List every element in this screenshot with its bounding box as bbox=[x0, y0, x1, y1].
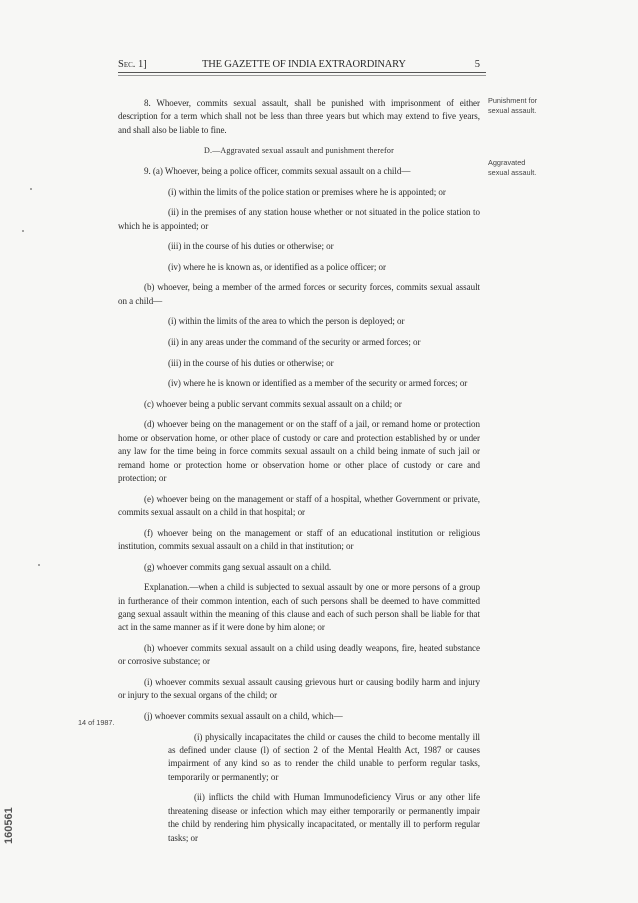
section-9a: 9. (a) Whoever, being a police officer, commits sexual assault on a child— bbox=[144, 166, 411, 176]
clause-i: (i) whoever commits sexual assault causing grievous hurt or causing bodily harm and injury or injury to the sexual organs of the child; or bbox=[118, 676, 480, 701]
margin-note-line: sexual assault. bbox=[488, 167, 537, 177]
margin-note-line: Punishment for bbox=[488, 96, 538, 105]
clause-b-i: (i) within the limits of the area to which the person is deployed; or bbox=[168, 316, 405, 327]
margin-note-line: Aggravated bbox=[488, 158, 526, 167]
side-stamp-number bbox=[3, 788, 15, 848]
clause-h: (h) whoever commits sexual assault on a child using deadly weapons, fire, heated substance or corrosive substance; or bbox=[118, 642, 480, 667]
header-rule bbox=[118, 72, 486, 73]
scan-speck bbox=[22, 230, 24, 232]
clause-a-ii: (ii) in the premises of any station house whether or not situated in the police station to which he is appointed; or bbox=[118, 207, 480, 231]
document-body bbox=[118, 97, 480, 852]
header-rule-thin bbox=[118, 75, 486, 76]
clause-a-i: (i) within the limits of the police station or premises where he is appointed; or bbox=[168, 186, 446, 197]
clause-b-iii: (iii) in the course of his duties or otherwise; or bbox=[168, 357, 334, 368]
page-header bbox=[118, 58, 486, 72]
clause-j-i: (i) physically incapacitates the child or causes the child to become mentally ill as defined under clause (l) of section 2 of the Mental Health Act, 1987 or causes impairment of any kind so as to render the child unable to perform regular tasks, temporarily or permanently; or bbox=[168, 731, 480, 782]
margin-note-punishment bbox=[488, 96, 537, 115]
clause-a-iii: (iii) in the course of his duties or otherwise; or bbox=[168, 241, 334, 252]
clause-b: (b) whoever, being a member of the armed forces or security forces, commits sexual assault on a child— bbox=[118, 282, 480, 306]
clause-f: (f) whoever being on the management or staff of an educational institution or religious institution, commits sexual assault on a child in that institution; or bbox=[118, 527, 480, 551]
clause-j-ii: (ii) inflicts the child with Human Immunodeficiency Virus or any other life threatening disease or infection which may either temporarily or permanently impair the child by rendering him physically incapacitated, or mentally ill to perform regular tasks; or bbox=[168, 792, 480, 843]
page-number: 5 bbox=[474, 59, 480, 70]
clause-j: (j) whoever commits sexual assault on a child, which— bbox=[144, 710, 343, 721]
clause-a-iv: (iv) where he is known as, or identified as a police officer; or bbox=[168, 261, 386, 272]
side-stamp-text: 160561 bbox=[3, 807, 15, 844]
section-8: 8. Whoever, commits sexual assault, shall be punished with imprisonment of either description for a term which shall not be less than three years but which may extend to five years, and shall also be liable to fine. bbox=[118, 98, 480, 135]
clause-b-iv: (iv) where he is known or identified as a member of the security or armed forces; or bbox=[168, 378, 468, 389]
margin-note-act-reference: 14 of 1987. bbox=[78, 718, 115, 727]
scan-speck bbox=[30, 188, 32, 190]
clause-e: (e) whoever being on the management or staff of a hospital, whether Government or private, commits sexual assault on a child in that hospital; or bbox=[118, 493, 480, 517]
explanation: Explanation.—when a child is subjected to sexual assault by one or more persons of a group in furtherance of their common intention, each of such persons shall be deemed to have committed gang sexual assault within the meaning of this clause and each of such person shall be liable for that act in the same manner as if it were done by him alone; or bbox=[118, 582, 480, 633]
scan-speck bbox=[38, 564, 40, 566]
margin-note-aggravated bbox=[488, 158, 536, 177]
clause-c: (c) whoever being a public servant commits sexual assault on a child; or bbox=[144, 398, 402, 409]
gazette-title: THE GAZETTE OF INDIA EXTRAORDINARY bbox=[202, 59, 406, 70]
clause-b-ii: (ii) in any areas under the command of the security or armed forces; or bbox=[168, 336, 421, 347]
section-label: Sec. 1] bbox=[118, 59, 147, 70]
margin-note-line: sexual assault. bbox=[488, 105, 537, 115]
clause-d: (d) whoever being on the management or on the staff of a jail, or remand home or protection home or observation home, or other place of custody or care and protection established by or under any law for the time being in force commits sexual assault on a child being inmate of such jail or remand home or protection home or observation home or other place of custody or care and protection; or bbox=[118, 419, 480, 483]
chapter-heading-d: D.—Aggravated sexual assault and punishment therefor bbox=[204, 146, 394, 156]
clause-g: (g) whoever commits gang sexual assault on a child. bbox=[144, 561, 332, 572]
